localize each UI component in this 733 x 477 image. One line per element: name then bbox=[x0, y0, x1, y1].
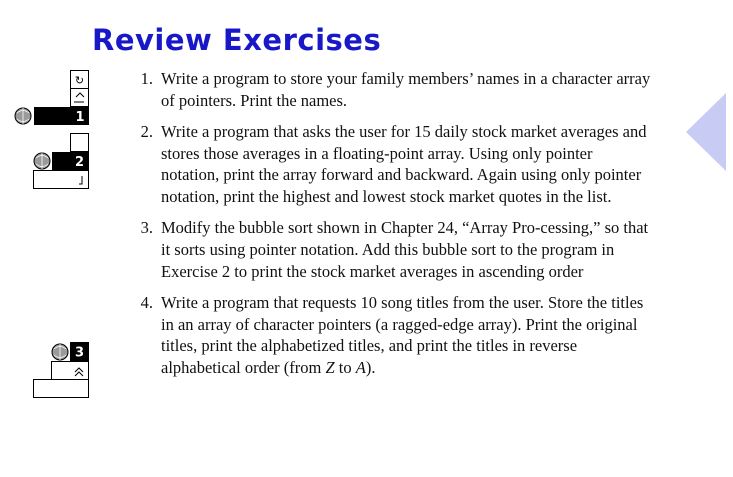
difficulty-level-1-icon bbox=[14, 70, 90, 130]
exercise-item bbox=[133, 292, 653, 379]
level-3-label: 3 bbox=[74, 345, 85, 361]
previous-page-button[interactable] bbox=[686, 93, 726, 176]
exercise-text bbox=[161, 293, 643, 377]
exercise-text-part: to bbox=[334, 357, 356, 377]
exercise-number: 4. bbox=[140, 292, 153, 312]
exercise-number: 3. bbox=[140, 218, 153, 238]
triangle-left-icon bbox=[686, 93, 726, 171]
page-title: Review Exercises bbox=[92, 23, 382, 57]
exercise-text: Write a program to store your family members’ names in a character array of pointers. Print the names. bbox=[161, 69, 651, 110]
exercise-text-part: Write a program that requests 10 song titles from the user. Store the titles in an array of character pointers (a ragged-edge array). Print the original titles, print the alphabetized titles, and print the titles in reverse alphabetical order (from bbox=[161, 292, 644, 377]
svg-text:↻: ↻ bbox=[74, 74, 85, 87]
exercise-text: Modify the bubble sort shown in Chapter 24, “Array Pro-cessing,” so that it sorts using pointer notation. Add this bubble sort to the program in Exercise 2 to print the stock market averages in ascending order bbox=[161, 218, 649, 281]
difficulty-level-2-icon bbox=[33, 133, 91, 191]
level-2-label: 2 bbox=[74, 155, 85, 170]
exercise-number: 2. bbox=[140, 121, 153, 141]
exercise-text-part: ). bbox=[365, 357, 376, 377]
difficulty-level-3-icon bbox=[33, 342, 91, 400]
exercise-item bbox=[133, 217, 653, 282]
level-1-label: 1 bbox=[75, 110, 85, 125]
exercise-text-italic: A bbox=[355, 357, 366, 377]
exercise-number: 1. bbox=[140, 69, 153, 88]
exercise-item bbox=[133, 121, 653, 208]
exercise-item bbox=[133, 68, 653, 111]
exercise-text: Write a program that asks the user for 15 daily stock market averages and stores those averages in a floating-point array. Using only pointer notation, print the array forward and backward. Again using only pointer notation, print the highest and lowest stock market quotes in the list. bbox=[161, 121, 647, 207]
exercise-list bbox=[133, 68, 653, 388]
exercise-text-italic: Z bbox=[325, 357, 335, 377]
